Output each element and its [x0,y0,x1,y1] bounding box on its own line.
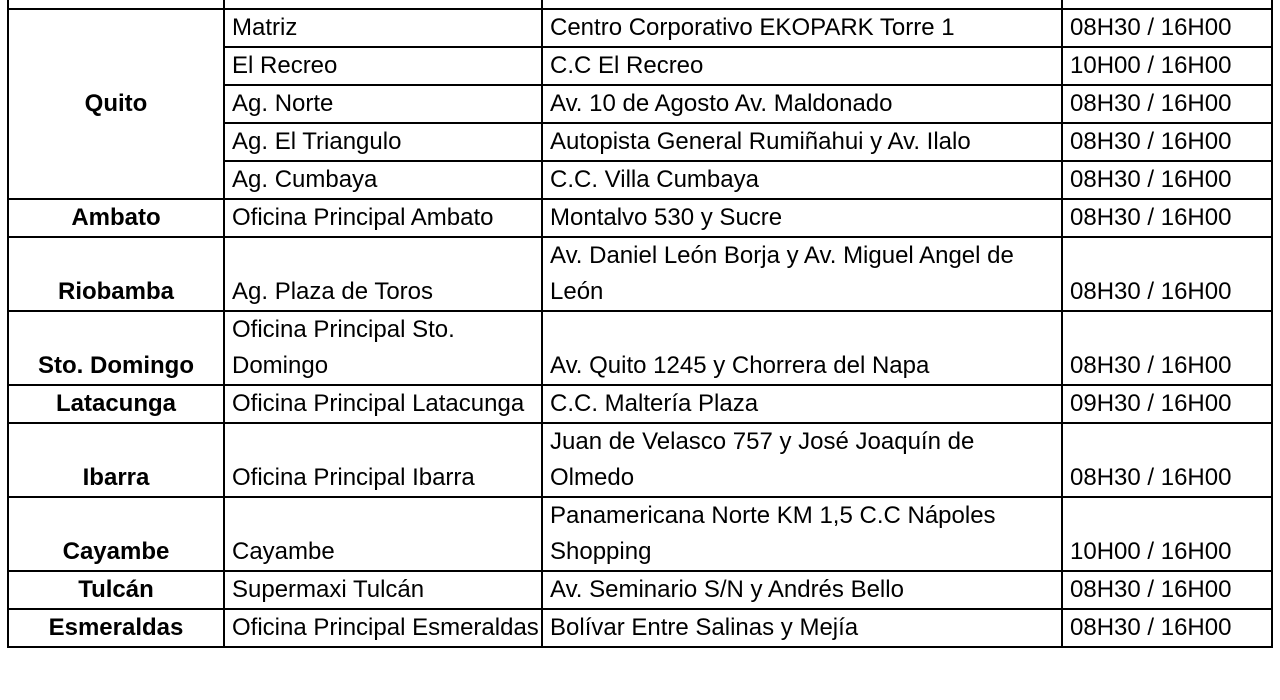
office-cell: Ag. El Triangulo [224,123,542,161]
address-cell: Panamericana Norte KM 1,5 C.C Nápoles Shopping [542,497,1062,571]
table-row [8,609,1272,647]
office-cell: Ag. Plaza de Toros [224,237,542,311]
address-cell: C.C El Recreo [542,47,1062,85]
address-cell: Av. 10 de Agosto Av. Maldonado [542,85,1062,123]
address-cell: Montalvo 530 y Sucre [542,199,1062,237]
address-cell: C.C. Maltería Plaza [542,385,1062,423]
hours-cell: 08H30 / 16H00 [1062,311,1272,385]
table-row [8,385,1272,423]
city-cell: Sto. Domingo [8,311,224,385]
table-cell [1062,0,1272,9]
office-cell: Oficina Principal Esmeraldas [224,609,542,647]
branch-hours-table [7,0,1273,648]
office-cell: Oficina Principal Ambato [224,199,542,237]
hours-cell: 10H00 / 16H00 [1062,497,1272,571]
city-cell: Riobamba [8,237,224,311]
address-cell: Av. Seminario S/N y Andrés Bello [542,571,1062,609]
hours-cell: 08H30 / 16H00 [1062,123,1272,161]
hours-cell: 08H30 / 16H00 [1062,571,1272,609]
office-cell: Oficina Principal Sto. Domingo [224,311,542,385]
table-row [8,423,1272,497]
table-row [8,311,1272,385]
table-row [8,199,1272,237]
office-cell: Oficina Principal Latacunga [224,385,542,423]
city-cell: Latacunga [8,385,224,423]
hours-cell: 08H30 / 16H00 [1062,609,1272,647]
address-cell: Av. Quito 1245 y Chorrera del Napa [542,311,1062,385]
address-cell: Juan de Velasco 757 y José Joaquín de Olmedo [542,423,1062,497]
city-cell: Esmeraldas [8,609,224,647]
hours-cell: 10H00 / 16H00 [1062,47,1272,85]
table-row [8,571,1272,609]
office-cell: Ag. Norte [224,85,542,123]
office-cell: Cayambe [224,497,542,571]
hours-cell: 08H30 / 16H00 [1062,85,1272,123]
hours-cell: 08H30 / 16H00 [1062,423,1272,497]
address-cell: Av. Daniel León Borja y Av. Miguel Angel de León [542,237,1062,311]
office-cell: Ag. Cumbaya [224,161,542,199]
hours-cell: 08H30 / 16H00 [1062,9,1272,47]
city-cell: Ibarra [8,423,224,497]
hours-cell: 08H30 / 16H00 [1062,237,1272,311]
city-cell: Ambato [8,199,224,237]
city-cell: Cayambe [8,497,224,571]
office-cell: El Recreo [224,47,542,85]
address-cell: Centro Corporativo EKOPARK Torre 1 [542,9,1062,47]
office-cell: Supermaxi Tulcán [224,571,542,609]
table-row [8,497,1272,571]
table-row [8,9,1272,47]
city-cell: Tulcán [8,571,224,609]
address-cell: Bolívar Entre Salinas y Mejía [542,609,1062,647]
address-cell: Autopista General Rumiñahui y Av. Ilalo [542,123,1062,161]
table-cell [8,0,224,9]
table-row-previous [8,0,1272,9]
address-cell: C.C. Villa Cumbaya [542,161,1062,199]
city-cell: Quito [8,9,224,199]
hours-cell: 08H30 / 16H00 [1062,161,1272,199]
table-cell [542,0,1062,9]
office-cell: Matriz [224,9,542,47]
table-cell [224,0,542,9]
hours-cell: 09H30 / 16H00 [1062,385,1272,423]
hours-cell: 08H30 / 16H00 [1062,199,1272,237]
office-cell: Oficina Principal Ibarra [224,423,542,497]
table-row [8,237,1272,311]
